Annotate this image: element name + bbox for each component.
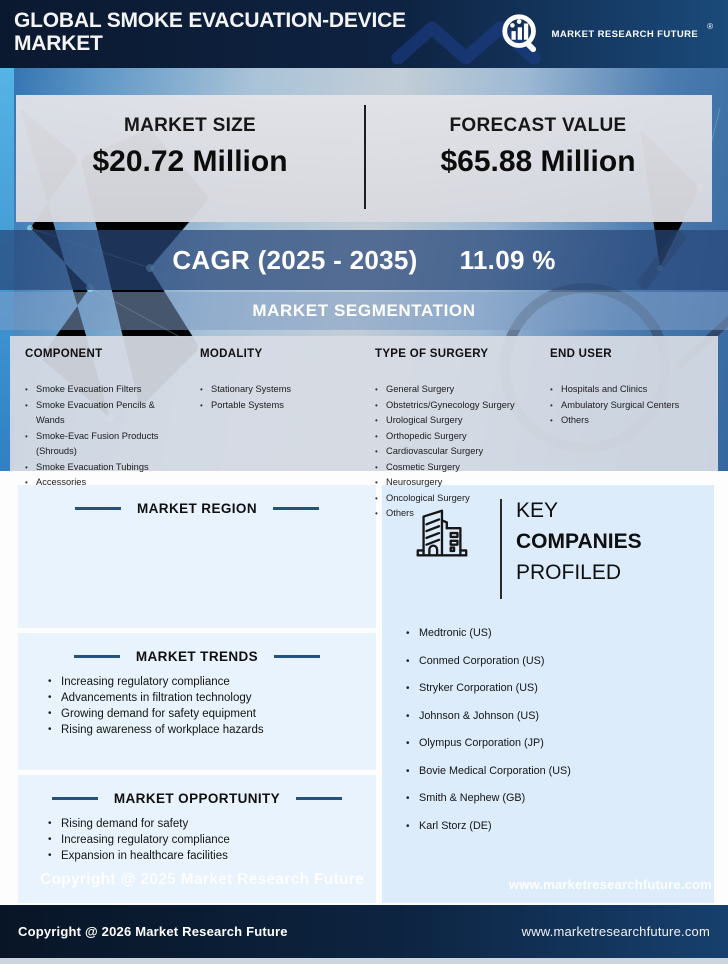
segment-item: • Orthopedic Surgery bbox=[375, 429, 545, 445]
segment-item: • Cosmetic Surgery bbox=[375, 460, 545, 476]
header bbox=[0, 0, 728, 68]
segment-heading: END USER bbox=[550, 348, 612, 360]
trend-item: • Rising awareness of workplace hazards bbox=[48, 722, 376, 738]
segment-list bbox=[25, 382, 185, 491]
segment-item: • Urological Surgery bbox=[375, 413, 545, 429]
brand-name: MARKET RESEARCH FUTURE bbox=[551, 28, 699, 40]
market-opportunity-title: MARKET OPPORTUNITY bbox=[113, 791, 281, 806]
segment-item: • Smoke Evacuation Pencils & Wands bbox=[25, 398, 185, 429]
market-trends-header bbox=[18, 633, 376, 664]
segment-column-type-of-surgery bbox=[375, 336, 545, 522]
opportunity-item: • Expansion in healthcare facilities bbox=[48, 848, 376, 864]
company-item: • Medtronic (US) bbox=[406, 627, 714, 640]
company-item: • Conmed Corporation (US) bbox=[406, 655, 714, 668]
brand-logo bbox=[500, 12, 712, 56]
forecast-value-stat bbox=[364, 95, 712, 222]
segment-item: • General Surgery bbox=[375, 382, 545, 398]
segment-item: • Ambulatory Surgical Centers bbox=[550, 398, 715, 414]
segmentation-title: MARKET SEGMENTATION bbox=[252, 301, 476, 320]
stats-panel bbox=[16, 95, 712, 222]
segment-item: • Smoke Evacuation Tubings bbox=[25, 460, 185, 476]
company-item: • Johnson & Johnson (US) bbox=[406, 710, 714, 723]
cagr-label: CAGR (2025 - 2035) bbox=[172, 244, 418, 275]
market-size-label: MARKET SIZE bbox=[123, 115, 257, 136]
company-item: • Stryker Corporation (US) bbox=[406, 682, 714, 695]
company-item: • Karl Storz (DE) bbox=[406, 820, 714, 833]
cagr-value: 11.09 % bbox=[459, 244, 556, 275]
watermark-copyright: Copyright @ 2025 Market Research Future bbox=[40, 871, 364, 888]
segment-item: • Oncological Surgery bbox=[375, 491, 545, 507]
market-size-value: $20.72 Million bbox=[92, 145, 288, 178]
companies-list bbox=[406, 627, 714, 833]
market-trends-title: MARKET TRENDS bbox=[135, 649, 259, 664]
trend-item: • Growing demand for safety equipment bbox=[48, 706, 376, 722]
forecast-value-value: $65.88 Million bbox=[440, 145, 636, 178]
page-title bbox=[14, 9, 534, 55]
segment-heading: MODALITY bbox=[200, 348, 263, 360]
segment-item: • Smoke-Evac Fusion Products (Shrouds) bbox=[25, 429, 185, 460]
footer-website: www.marketresearchfuture.com bbox=[521, 924, 710, 939]
mrf-logo-icon bbox=[500, 12, 544, 56]
segment-column-modality bbox=[200, 336, 360, 413]
trend-item: • Increasing regulatory compliance bbox=[48, 674, 376, 690]
company-item: • Olympus Corporation (JP) bbox=[406, 737, 714, 750]
page-title-line1: GLOBAL SMOKE EVACUATION-DEVICE bbox=[14, 9, 406, 32]
company-item: • Bovie Medical Corporation (US) bbox=[406, 765, 714, 778]
segment-item: • Smoke Evacuation Filters bbox=[25, 382, 185, 398]
company-item: • Smith & Nephew (GB) bbox=[406, 792, 714, 805]
dash-decoration bbox=[296, 797, 342, 800]
footer bbox=[0, 905, 728, 958]
footer-copyright: Copyright @ 2026 Market Research Future bbox=[18, 924, 288, 939]
segment-list bbox=[550, 382, 715, 429]
dash-decoration bbox=[274, 655, 320, 658]
cagr-bar bbox=[0, 230, 728, 290]
key-companies-title-line2: COMPANIES bbox=[516, 530, 642, 553]
segment-item: • Hospitals and Clinics bbox=[550, 382, 715, 398]
market-size-stat bbox=[16, 95, 364, 222]
forecast-value-label: FORECAST VALUE bbox=[449, 115, 627, 136]
segment-item: • Cardiovascular Surgery bbox=[375, 444, 545, 460]
segment-list bbox=[200, 382, 360, 413]
footer-bottom-strip bbox=[0, 958, 728, 964]
segment-item: • Others bbox=[550, 413, 715, 429]
segment-item: • Others bbox=[375, 506, 545, 522]
key-companies-title-line1: KEY bbox=[516, 499, 559, 522]
segment-column-component bbox=[25, 336, 185, 491]
stats-divider bbox=[364, 105, 366, 209]
market-opportunity-list bbox=[48, 816, 376, 864]
segment-item: • Accessories bbox=[25, 475, 185, 491]
segmentation-columns bbox=[10, 336, 718, 596]
page-title-line2: MARKET bbox=[14, 32, 103, 55]
segment-item: • Stationary Systems bbox=[200, 382, 360, 398]
segment-item: • Neurosurgery bbox=[375, 475, 545, 491]
segment-item: • Portable Systems bbox=[200, 398, 360, 414]
segment-heading: COMPONENT bbox=[25, 348, 103, 360]
segmentation-title-band bbox=[0, 292, 728, 330]
segment-item: • Obstetrics/Gynecology Surgery bbox=[375, 398, 545, 414]
segment-list bbox=[375, 382, 545, 522]
market-trends-panel bbox=[18, 633, 376, 770]
segment-column-end-user bbox=[550, 336, 715, 429]
opportunity-item: • Rising demand for safety bbox=[48, 816, 376, 832]
opportunity-item: • Increasing regulatory compliance bbox=[48, 832, 376, 848]
trend-item: • Advancements in filtration technology bbox=[48, 690, 376, 706]
registered-trademark: ® bbox=[707, 21, 713, 31]
market-opportunity-header bbox=[18, 775, 376, 806]
dash-decoration bbox=[74, 655, 120, 658]
dash-decoration bbox=[52, 797, 98, 800]
segment-heading: TYPE OF SURGERY bbox=[375, 348, 489, 360]
watermark-website: www.marketresearchfuture.com bbox=[508, 877, 712, 892]
key-companies-title-line3: PROFILED bbox=[516, 561, 622, 584]
market-region-title: MARKET REGION bbox=[137, 501, 257, 516]
market-trends-list bbox=[48, 674, 376, 738]
